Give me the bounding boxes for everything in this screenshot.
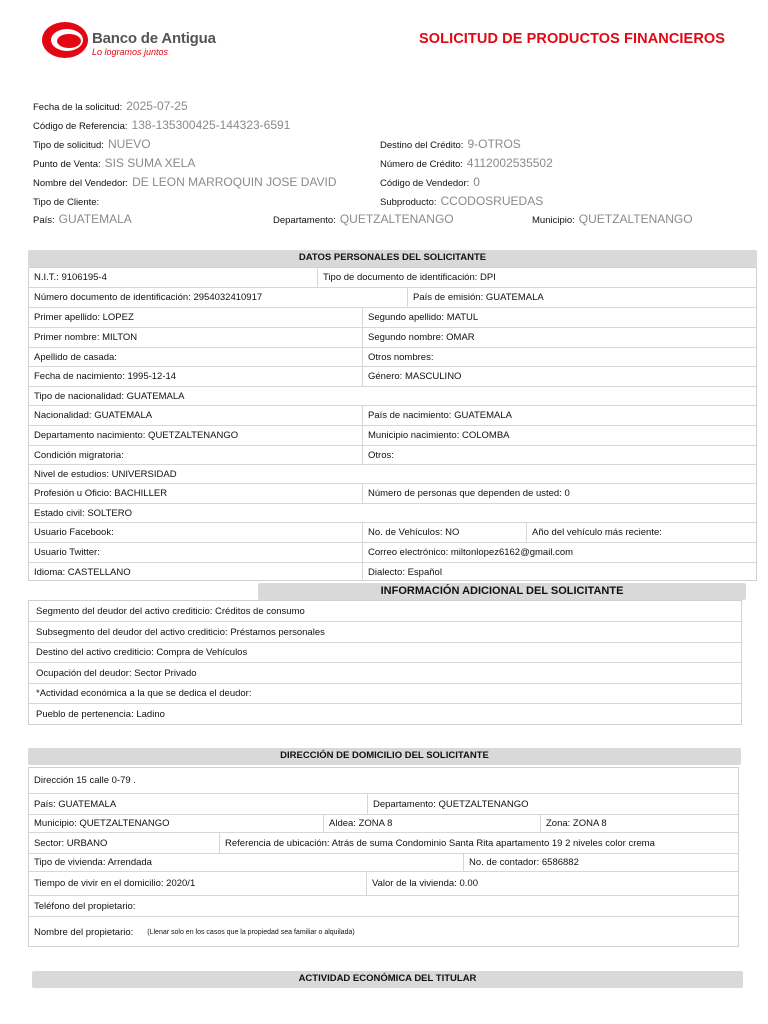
pais-field: País: GUATEMALA [34, 798, 117, 810]
direccion-domicilio-table [28, 767, 739, 947]
bank-tagline: Lo logramos juntos [92, 47, 169, 57]
table-row [29, 833, 738, 854]
meta-departamento: Departamento: QUETZALTENANGO [273, 212, 454, 226]
pueblo-pertenencia-field: Pueblo de pertenencia: Ladino [36, 709, 165, 720]
section-datos-personales-heading: DATOS PERSONALES DEL SOLICITANTE [28, 250, 757, 267]
table-row [29, 465, 756, 484]
table-row [29, 348, 756, 367]
facebook-field: Usuario Facebook: [34, 527, 114, 538]
table-row [29, 426, 756, 446]
departamento-field: Departamento: QUETZALTENANGO [367, 794, 738, 814]
apellido-casada-field: Apellido de casada: [34, 351, 117, 363]
anio-vehiculo-field: Año del vehículo más reciente: [526, 523, 756, 542]
condicion-migratoria-field: Condición migratoria: [34, 449, 124, 461]
nivel-estudios-field: Nivel de estudios: UNIVERSIDAD [34, 468, 177, 480]
bank-logo-icon [40, 20, 90, 60]
aldea-field: Aldea: ZONA 8 [323, 815, 540, 832]
meta-destino: Destino del Crédito: 9-OTROS [380, 137, 521, 151]
nombre-propietario-field [29, 917, 738, 947]
table-row [29, 504, 756, 523]
otros-nombres-field: Otros nombres: [362, 348, 756, 366]
table-row [29, 704, 741, 725]
table-row [29, 896, 738, 917]
table-row [29, 601, 741, 622]
table-row [29, 308, 756, 328]
table-row [29, 854, 738, 872]
estado-civil-field: Estado civil: SOLTERO [34, 507, 133, 519]
table-row [29, 367, 756, 387]
meta-punto-venta: Punto de Venta: SIS SUMA XELA [33, 156, 196, 170]
meta-vendedor: Nombre del Vendedor: DE LEON MARROQUIN JOSE DAVID [33, 175, 337, 189]
bank-name: Banco de Antigua [92, 30, 216, 47]
segundo-nombre-field: Segundo nombre: OMAR [362, 328, 756, 347]
table-row [29, 484, 756, 504]
meta-fecha: Fecha de la solicitud: 2025-07-25 [33, 99, 188, 113]
table-row [29, 268, 756, 288]
profesion-field: Profesión u Oficio: BACHILLER [34, 488, 168, 499]
dialecto-field: Dialecto: Español [362, 563, 756, 581]
nombre-propietario-note: (Llenar solo en los casos que la propiedad sea familiar o alquilada) [147, 928, 355, 936]
actividad-economica-field: *Actividad económica a la que se dedica el deudor: [36, 688, 252, 699]
tiempo-domicilio-field: Tiempo de vivir en el domicilio: 2020/1 [34, 878, 196, 889]
meta-tipo-solicitud: Tipo de solicitud: NUEVO [33, 137, 151, 151]
table-row [29, 288, 756, 308]
datos-personales-table [28, 267, 757, 581]
table-row [29, 446, 756, 465]
section-informacion-adicional-heading: INFORMACIÓN ADICIONAL DEL SOLICITANTE [258, 583, 746, 600]
nacionalidad-field: Nacionalidad: GUATEMALA [34, 410, 153, 421]
primer-nombre-field: Primer nombre: MILTON [34, 332, 138, 343]
meta-numero-credito: Número de Crédito: 4112002535502 [380, 156, 553, 170]
segundo-apellido-field: Segundo apellido: MATUL [362, 308, 756, 327]
genero-field: Género: MASCULINO [362, 367, 756, 386]
table-row [29, 684, 741, 704]
primer-apellido-field: Primer apellido: LOPEZ [34, 312, 134, 323]
table-row [29, 872, 738, 896]
sector-field: Sector: URBANO [34, 837, 108, 849]
meta-pais: País: GUATEMALA [33, 212, 132, 226]
table-row [29, 768, 738, 794]
section-direccion-domicilio-heading: DIRECCIÓN DE DOMICILIO DEL SOLICITANTE [28, 748, 741, 765]
tipo-vivienda-field: Tipo de vivienda: Arrendada [34, 857, 152, 868]
table-row [29, 523, 756, 543]
table-row [29, 663, 741, 684]
vehiculos-field: No. de Vehículos: NO [362, 523, 526, 542]
dependientes-field: Número de personas que dependen de usted: 0 [362, 484, 756, 503]
pais-emision-field: País de emisión: GUATEMALA [407, 288, 756, 307]
destino-activo-field: Destino del activo crediticio: Compra de Vehículos [36, 647, 248, 658]
departamento-nacimiento-field: Departamento nacimiento: QUETZALTENANGO [34, 430, 239, 441]
informacion-adicional-table [28, 600, 742, 725]
contador-field: No. de contador: 6586882 [463, 854, 738, 871]
pais-nacimiento-field: País de nacimiento: GUATEMALA [362, 406, 756, 425]
table-row [29, 406, 756, 426]
twitter-field: Usuario Twitter: [34, 547, 100, 558]
table-row [29, 543, 756, 563]
direccion-field: Dirección 15 calle 0-79 . [34, 775, 136, 786]
meta-codigo: Código de Referencia: 138-135300425-144323-6591 [33, 118, 291, 132]
numero-documento-field: Número documento de identificación: 2954032410917 [34, 292, 263, 303]
section-actividad-economica-heading: ACTIVIDAD ECONÓMICA DEL TITULAR [32, 971, 743, 988]
zona-field: Zona: ZONA 8 [540, 815, 738, 832]
table-row [29, 387, 756, 406]
table-row [29, 563, 756, 581]
meta-codigo-vendedor: Código de Vendedor: 0 [380, 175, 480, 189]
telefono-propietario-field: Teléfono del propietario: [34, 900, 136, 912]
municipio-field: Municipio: QUETZALTENANGO [34, 818, 170, 829]
subsegmento-field: Subsegmento del deudor del activo crediticio: Préstamos personales [36, 626, 325, 638]
tipo-nacionalidad-field: Tipo de nacionalidad: GUATEMALA [34, 390, 185, 402]
table-row [29, 815, 738, 833]
nombre-propietario-label: Nombre del propietario: [34, 926, 134, 938]
bank-logo [40, 20, 220, 60]
referencia-field: Referencia de ubicación: Atrás de suma Condominio Santa Rita apartamento 19 2 niveles color crema [219, 833, 738, 853]
municipio-nacimiento-field: Municipio nacimiento: COLOMBA [362, 426, 756, 445]
meta-tipo-cliente: Tipo de Cliente: [33, 197, 100, 208]
table-row [29, 328, 756, 348]
fecha-nacimiento-field: Fecha de nacimiento: 1995-12-14 [34, 371, 177, 382]
document-title: SOLICITUD DE PRODUCTOS FINANCIEROS [419, 31, 726, 47]
table-row [29, 794, 738, 815]
table-row [29, 917, 738, 947]
table-row [29, 622, 741, 643]
idioma-field: Idioma: CASTELLANO [34, 566, 131, 578]
valor-vivienda-field: Valor de la vivienda: 0.00 [366, 872, 738, 895]
table-row [29, 643, 741, 663]
nit-field: N.I.T.: 9106195-4 [34, 272, 107, 283]
tipo-documento-field: Tipo de documento de identificación: DPI [317, 268, 756, 287]
meta-subproducto: Subproducto: CCODOSRUEDAS [380, 194, 544, 208]
segmento-field: Segmento del deudor del activo crediticio: Créditos de consumo [36, 605, 305, 617]
meta-municipio: Municipio: QUETZALTENANGO [532, 212, 693, 226]
ocupacion-field: Ocupación del deudor: Sector Privado [36, 667, 197, 679]
otros-field: Otros: [362, 446, 756, 464]
correo-field: Correo electrónico: miltonlopez6162@gmail.com [362, 543, 756, 562]
